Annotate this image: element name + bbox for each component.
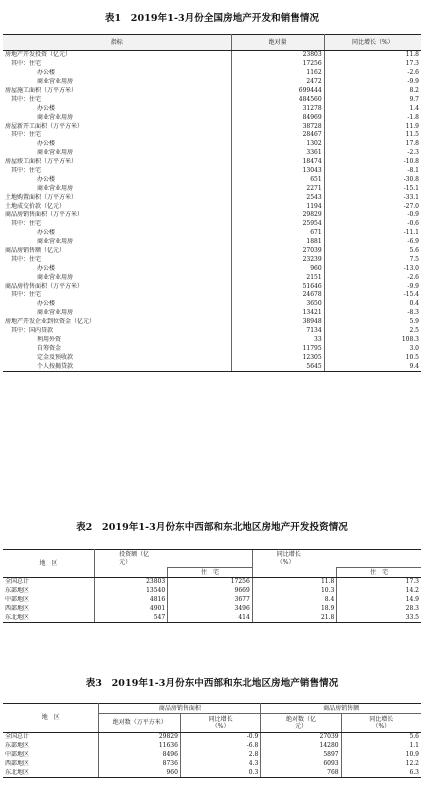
indicator-growth: 9.7 [409,95,419,103]
area-value: 8736 [99,760,180,769]
table-row [3,211,421,220]
region-name: 西部地区 [3,605,95,614]
region-name: 全国总计 [3,733,99,742]
table-row [3,175,421,184]
table-row [3,605,421,614]
table-row [3,291,421,300]
table-row [3,327,421,336]
indicator-growth: 9.4 [324,362,421,371]
table3-header-region: 地 区 [3,704,99,733]
region-name: 西部地区 [3,760,99,769]
indicator-value: 651 [231,175,324,184]
investment-value: 4901 [95,605,168,614]
sales-growth: 1.1 [409,742,419,750]
indicator-label: 房地产开发企业到位资金（亿元） [3,318,231,327]
region-name: 东部地区 [3,742,99,751]
indicator-value: 33 [231,336,324,345]
indicator-growth: -30.8 [403,175,419,183]
sales-value: 5897 [261,751,341,760]
indicator-label: 土地购置面积（万平方米） [3,193,231,202]
table3 [3,703,421,778]
indicator-growth: 5.6 [409,247,419,255]
indicator-value: 23239 [231,255,324,264]
indicator-label: 其中：住宅 [3,131,231,140]
region-name: 中部地区 [3,596,95,605]
table-row [3,131,421,140]
indicator-growth: -33.1 [403,193,419,201]
indicator-growth: 10.5 [405,353,419,361]
table-row [3,87,421,96]
table-row [3,78,421,87]
area-growth: 0.3 [180,769,260,778]
table1-header-value: 绝对量 [231,35,324,51]
sales-growth: 12.2 [405,760,419,768]
indicator-label: 办公楼 [3,229,231,238]
indicator-label: 商业营业用房 [3,309,231,318]
indicator-label: 房屋施工面积（万平方米） [3,87,231,96]
indicator-label: 其中：住宅 [3,167,231,176]
table3-header-sales-growth [341,714,421,733]
indicator-label: 商品房销售额（亿元） [3,247,231,256]
table-row [3,344,421,353]
area-value: 29829 [99,733,180,742]
table-row [3,247,421,256]
investment-value: 23803 [95,578,168,587]
table-row [3,229,421,238]
indicator-value: 1194 [231,202,324,211]
table-row [3,140,421,149]
investment-growth: 21.8 [252,614,337,623]
table-row [3,760,421,769]
table-row [3,104,421,113]
area-growth: 2.8 [180,751,260,760]
table2-header-growth-label: 同比增长（%） [276,551,301,566]
investment-value: 547 [95,614,168,623]
indicator-label: 办公楼 [3,300,231,309]
table-row [3,614,421,623]
indicator-growth: 1.4 [409,104,419,112]
indicator-label: 其中：国内贷款 [3,327,231,336]
indicator-value: 5645 [231,362,324,371]
indicator-growth: -2.3 [407,149,419,157]
indicator-label: 办公楼 [3,104,231,113]
indicator-value: 29829 [231,211,324,220]
table-row [3,51,421,60]
indicator-label: 个人按揭贷款 [3,362,231,371]
table-row [3,336,421,345]
residential-value: 17256 [168,578,253,587]
table3-header-area-abs [99,714,180,733]
table-row [3,167,421,176]
indicator-value: 2271 [231,184,324,193]
indicator-value: 3650 [231,300,324,309]
table-row [3,587,421,596]
table-row [3,202,421,211]
residential-growth: 33.5 [337,614,421,623]
investment-value: 13540 [95,587,168,596]
residential-growth: 28.3 [405,605,419,613]
indicator-value: 17256 [231,60,324,69]
table-row [3,282,421,291]
indicator-value: 13421 [231,309,324,318]
indicator-value: 38948 [231,318,324,327]
indicator-value: 7134 [231,327,324,336]
residential-growth: 14.9 [405,596,419,604]
indicator-growth: -27.0 [403,202,419,210]
sales-value: 27039 [261,733,341,742]
investment-growth: 11.8 [252,578,337,587]
table-row [3,69,421,78]
indicator-growth: 3.0 [409,344,419,352]
indicator-label: 商业营业用房 [3,113,231,122]
table3-header-sales-growth-label: 同比增长（%） [369,715,394,730]
indicator-label: 办公楼 [3,264,231,273]
table-row [3,596,421,605]
table2-header-blank-1 [95,568,168,578]
indicator-growth: -15.1 [403,184,419,192]
indicator-label: 商业营业用房 [3,149,231,158]
indicator-label: 自筹资金 [3,344,231,353]
indicator-label: 房屋竣工面积（万平方米） [3,158,231,167]
indicator-value: 27039 [231,247,324,256]
indicator-label: 商品房销售面积（万平方米） [3,211,231,220]
area-value: 8496 [99,751,180,760]
table1-title: 表1 2019年1-3月份全国房地产开发和销售情况 [104,13,320,24]
indicator-value: 84969 [231,113,324,122]
indicator-growth: -13.0 [403,264,419,272]
area-growth: -0.9 [180,733,260,742]
investment-growth: 8.4 [252,596,337,605]
table-row [3,193,421,202]
table-row [3,122,421,131]
table1-header-indicator: 指标 [3,35,231,51]
table-row [3,353,421,362]
table2-header-blank-2 [252,568,337,578]
indicator-growth: 17.8 [405,140,419,148]
indicator-label: 办公楼 [3,140,231,149]
indicator-value: 1881 [231,238,324,247]
table-row [3,238,421,247]
indicator-label: 商品房待售面积（万平方米） [3,282,231,291]
indicator-label: 其中：住宅 [3,220,231,229]
indicator-value: 38728 [231,122,324,131]
table-row [3,742,421,751]
indicator-value: 699444 [231,87,324,96]
table2-header-investment-label: 投资额（亿元） [119,551,150,566]
indicator-growth: 17.3 [405,60,419,68]
table-row [3,273,421,282]
indicator-growth: 8.2 [409,87,419,94]
table3-header-area-abs-label: 绝对数（万平方米） [112,719,167,727]
indicator-value: 671 [231,229,324,238]
indicator-growth: 11.8 [405,51,419,59]
table-row [3,149,421,158]
indicator-value: 1162 [231,69,324,78]
indicator-value: 31278 [231,104,324,113]
table3-header-row-1 [3,704,421,714]
indicator-label: 定金及预收款 [3,353,231,362]
table-row [3,309,421,318]
area-value: 960 [99,769,180,778]
indicator-growth: -0.9 [407,211,419,219]
indicator-growth: -15.4 [403,291,419,299]
indicator-value: 2151 [231,273,324,282]
table-row [3,264,421,273]
region-name: 全国总计 [3,578,95,587]
indicator-label: 其中：住宅 [3,291,231,300]
indicator-value: 18474 [231,158,324,167]
indicator-label: 商业营业用房 [3,78,231,87]
table-row [3,769,421,778]
table3-header-sales-abs-label: 绝对数（亿元） [285,715,316,730]
table-row [3,300,421,309]
table2-title: 表2 2019年1-3月份东中西部和东北地区房地产开发投资情况 [76,522,348,533]
residential-value: 414 [168,614,253,623]
indicator-growth: -6.9 [407,238,419,246]
indicator-growth: -10.8 [403,158,419,166]
sales-growth: 6.3 [341,769,421,778]
sales-value: 768 [261,769,341,778]
investment-growth: 18.9 [252,605,337,614]
indicator-growth: 2.5 [409,327,419,335]
indicator-value: 484560 [231,95,324,104]
table-row [3,362,421,371]
indicator-growth: -8.3 [407,309,419,317]
indicator-value: 23803 [231,51,324,60]
sales-value: 14280 [261,742,341,751]
table-row [3,60,421,69]
indicator-label: 房屋新开工面积（万平方米） [3,122,231,131]
table-row [3,733,421,742]
indicator-growth: 11.5 [405,131,419,139]
indicator-label: 土地成交价款（亿元） [3,202,231,211]
table2-header-residential-growth: 住 宅 [337,568,421,578]
table-row [3,318,421,327]
indicator-growth: 11.9 [405,122,419,130]
table3-header-sales-abs [261,714,341,733]
table-row [3,113,421,122]
indicator-value: 960 [231,264,324,273]
indicator-label: 办公楼 [3,69,231,78]
indicator-label: 商业营业用房 [3,238,231,247]
table-row [3,158,421,167]
indicator-growth: -9.9 [407,78,419,86]
table2-header-row-1 [3,550,421,568]
indicator-label: 办公楼 [3,175,231,184]
indicator-growth: -1.8 [407,113,419,121]
table3-header-area-growth [180,714,260,733]
indicator-value: 2543 [231,193,324,202]
investment-value: 4816 [95,596,168,605]
indicator-value: 11795 [231,344,324,353]
sales-growth: 10.9 [405,751,419,759]
indicator-label: 商业营业用房 [3,273,231,282]
table2-header-region: 地 区 [3,550,95,578]
indicator-value: 25954 [231,220,324,229]
table2 [3,549,421,623]
table3-header-area-group: 商品房销售面积 [99,704,261,714]
table-row [3,751,421,760]
indicator-growth: 5.9 [409,318,419,326]
table3-header-sales-group: 商品房销售额 [261,704,421,714]
table1 [3,34,421,372]
indicator-growth: -2.6 [407,69,419,77]
region-name: 中部地区 [3,751,99,760]
indicator-growth: -11.1 [403,229,419,237]
table3-title: 表3 2019年1-3月份东中西部和东北地区房地产销售情况 [85,678,339,689]
indicator-growth: 108.3 [401,335,419,343]
indicator-value: 1302 [231,140,324,149]
sales-growth: 5.6 [409,733,419,741]
area-value: 11636 [99,742,180,751]
region-name: 东北地区 [3,614,95,623]
indicator-growth: 0.4 [409,300,419,308]
indicator-value: 3361 [231,149,324,158]
table2-header-residential: 住 宅 [168,568,253,578]
region-name: 东北地区 [3,769,99,778]
table2-header-growth [252,550,421,568]
residential-growth: 14.2 [405,587,419,595]
indicator-label: 商业营业用房 [3,184,231,193]
table-row [3,95,421,104]
table1-header-row [3,35,421,51]
table-row [3,220,421,229]
table3-header-area-growth-label: 同比增长（%） [208,715,233,730]
indicator-value: 51646 [231,282,324,291]
indicator-value: 12305 [231,353,324,362]
table1-header-growth: 同比增长（%） [324,35,421,51]
indicator-label: 利用外资 [3,336,231,345]
table-row [3,255,421,264]
table-row [3,184,421,193]
indicator-value: 24678 [231,291,324,300]
investment-growth: 10.3 [252,587,337,596]
indicator-growth: -0.6 [407,220,419,228]
indicator-value: 28467 [231,131,324,140]
indicator-growth: -8.1 [407,167,419,175]
indicator-growth: 7.5 [409,255,419,263]
area-growth: -6.8 [180,742,260,751]
indicator-label: 其中：住宅 [3,95,231,104]
table2-header-investment [95,550,253,568]
residential-growth: 17.3 [405,578,419,586]
indicator-growth: -9.9 [407,282,419,290]
area-growth: 4.3 [180,760,260,769]
residential-value: 3677 [168,596,253,605]
indicator-label: 房地产开发投资（亿元） [3,51,231,60]
indicator-label: 其中：住宅 [3,255,231,264]
indicator-value: 13043 [231,167,324,176]
region-name: 东部地区 [3,587,95,596]
indicator-value: 2472 [231,78,324,87]
indicator-label: 其中：住宅 [3,60,231,69]
indicator-growth: -2.6 [407,273,419,281]
table-row [3,578,421,587]
residential-value: 3496 [168,605,253,614]
sales-value: 6093 [261,760,341,769]
residential-value: 9669 [168,587,253,596]
